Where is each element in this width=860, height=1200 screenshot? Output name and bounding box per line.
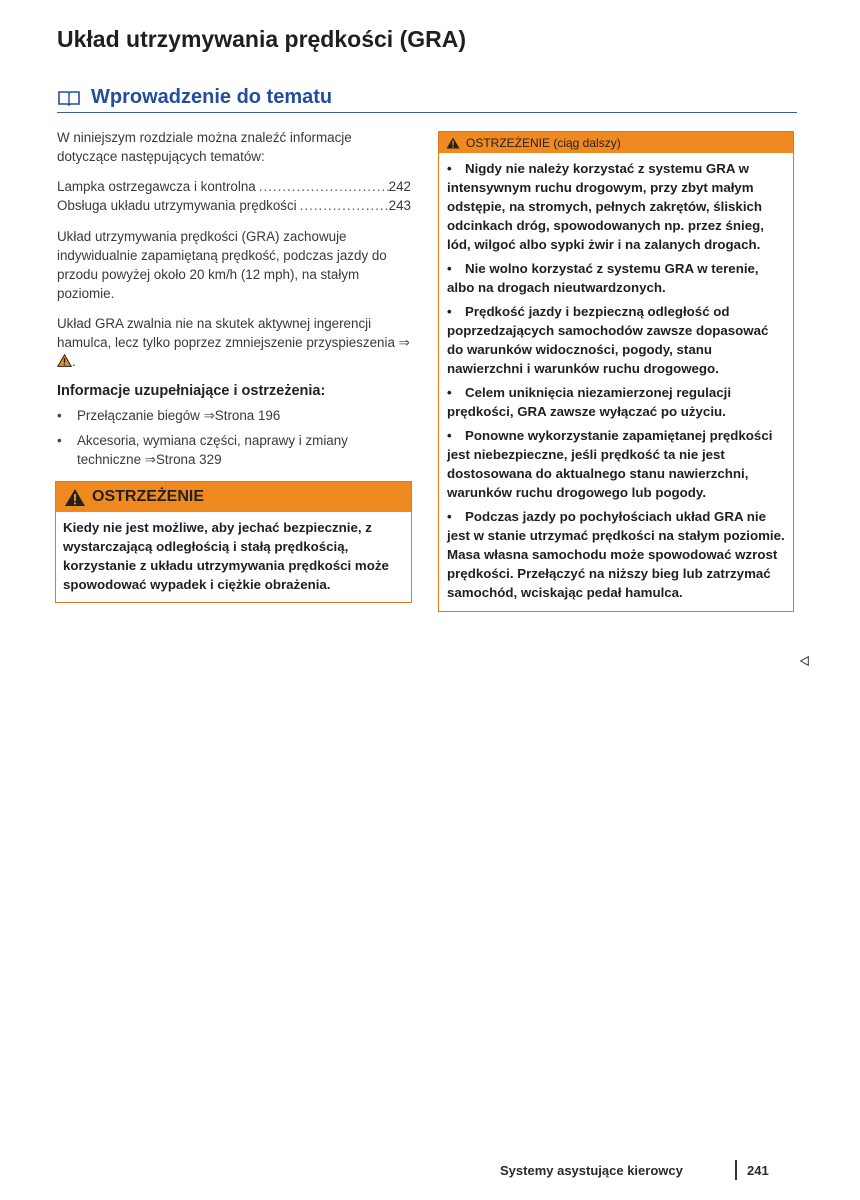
toc-item[interactable] bbox=[57, 177, 411, 196]
info-item-text bbox=[77, 406, 280, 425]
reference-arrow: ⇒ bbox=[144, 452, 156, 467]
info-item-text bbox=[77, 431, 411, 469]
warning-header bbox=[439, 132, 793, 153]
footer-chapter: Systemy asystujące kierowcy bbox=[500, 1163, 683, 1178]
toc-label: Lampka ostrzegawcza i kontrolna bbox=[57, 179, 256, 194]
bullet: • bbox=[447, 428, 452, 443]
toc-leader bbox=[297, 196, 389, 215]
book-icon bbox=[57, 89, 81, 107]
bullet: • bbox=[57, 433, 62, 448]
bullet: • bbox=[57, 408, 62, 423]
intro-column bbox=[57, 128, 411, 475]
warning-triangle-icon[interactable] bbox=[57, 354, 72, 367]
warning-item-text: Nie wolno korzystać z systemu GRA w terenie, albo na drogach nieutwardzonych. bbox=[447, 261, 759, 295]
warning-list-item bbox=[447, 383, 785, 421]
page-reference-link[interactable]: Strona 196 bbox=[214, 408, 281, 423]
warning-item-text: Celem uniknięcia niezamierzonej regulacji prędkości, GRA zawsze wyłączać po użyciu. bbox=[447, 385, 732, 419]
intro-paragraph bbox=[57, 314, 411, 371]
warning-list-item bbox=[447, 426, 785, 502]
reference-arrow: ⇒ bbox=[398, 335, 410, 350]
bullet: • bbox=[447, 161, 452, 176]
reference-arrow: ⇒ bbox=[203, 408, 215, 423]
warning-header bbox=[56, 482, 411, 512]
warning-list-item bbox=[447, 259, 785, 297]
warning-list bbox=[439, 153, 793, 611]
info-item bbox=[57, 406, 411, 425]
warning-item-text: Nigdy nie należy korzystać z systemu GRA w intensywnym ruchu drogowym, przy zbyt małym odstępie, na stromych, pełnych zakrętów, śliskich odcinkach dróg, spowodowanych np. przez śnieg, lód, wilgoć albo sypki żwir i na zalanych drogach. bbox=[447, 161, 764, 252]
warning-title: OSTRZEŻENIE (ciąg dalszy) bbox=[466, 135, 621, 150]
section-header bbox=[57, 86, 797, 113]
intro-paragraph: Układ utrzymywania prędkości (GRA) zachowuje indywidualnie zapamiętaną prędkość, podczas jazdy do przodu powyżej około 20 km/h (12 mph), na stałym poziomie. bbox=[57, 229, 387, 301]
info-item-label: Akcesoria, wymiana części, naprawy i zmiany techniczne bbox=[77, 433, 348, 467]
toc-item[interactable] bbox=[57, 196, 411, 215]
section-title: Wprowadzenie do tematu bbox=[91, 86, 333, 108]
info-heading: Informacje uzupełniające i ostrzeżenia: bbox=[57, 383, 326, 399]
continued-triangle-icon bbox=[800, 656, 809, 666]
info-item-label: Przełączanie biegów bbox=[77, 408, 200, 423]
warning-triangle-icon bbox=[446, 137, 460, 149]
warning-list-item bbox=[447, 507, 785, 602]
info-item bbox=[57, 431, 411, 469]
bullet: • bbox=[447, 304, 452, 319]
warning-box bbox=[55, 481, 412, 603]
toc-page: 242 bbox=[388, 179, 411, 194]
warning-item-text: Prędkość jazdy i bezpieczną odległość od poprzedzających samochodów zawsze dopasować do warunków widoczności, pogody, stanu nawierzchni i warunków ruchu drogowego. bbox=[447, 304, 769, 376]
bullet: • bbox=[447, 261, 452, 276]
intro-paragraph-text: Układ GRA zwalnia nie na skutek aktywnej ingerencji hamulca, lecz tylko poprzez zmniejszenie przyspieszenia bbox=[57, 316, 395, 350]
bullet: • bbox=[447, 385, 452, 400]
warning-list-item bbox=[447, 302, 785, 378]
toc-leader bbox=[256, 177, 389, 196]
warning-item-text: Podczas jazdy po pochyłościach układ GRA nie jest w stanie utrzymać prędkości na stałym poziomie. Masa własna samochodu może spowodować wzrost prędkości. Przełączyć na niższy bieg lub zatrzymać samochód, wciskając pedał hamulca. bbox=[447, 509, 785, 600]
warning-continued-box bbox=[438, 131, 794, 612]
warning-text: Kiedy nie jest możliwe, aby jechać bezpiecznie, z wystarczającą odległością i stałą prędkością, korzystanie z układu utrzymywania prędkości może spowodować wypadek i ciężkie obrażenia. bbox=[63, 520, 389, 592]
toc-label: Obsługa układu utrzymywania prędkości bbox=[57, 198, 297, 213]
warning-list-item bbox=[447, 159, 785, 254]
intro-paragraph-end: . bbox=[72, 354, 76, 369]
warning-triangle-icon bbox=[64, 488, 86, 507]
page-title: Układ utrzymywania prędkości (GRA) bbox=[57, 26, 466, 52]
page-reference-link[interactable]: Strona 329 bbox=[156, 452, 222, 467]
footer-page-number: 241 bbox=[747, 1163, 769, 1178]
toc-page: 243 bbox=[388, 198, 411, 213]
toc-list bbox=[57, 177, 411, 215]
intro-lead: W niniejszym rozdziale można znaleźć informacje dotyczące następujących tematów: bbox=[57, 130, 352, 164]
warning-title: OSTRZEŻENIE bbox=[92, 488, 205, 505]
bullet: • bbox=[447, 509, 452, 524]
warning-item-text: Ponowne wykorzystanie zapamiętanej prędkości jest niebezpieczne, jeśli prędkość ta nie jest dostosowana do aktualnego stanu nawierzchni, warunków ruchu drogowego lub pogody. bbox=[447, 428, 773, 500]
footer-divider bbox=[735, 1160, 737, 1180]
